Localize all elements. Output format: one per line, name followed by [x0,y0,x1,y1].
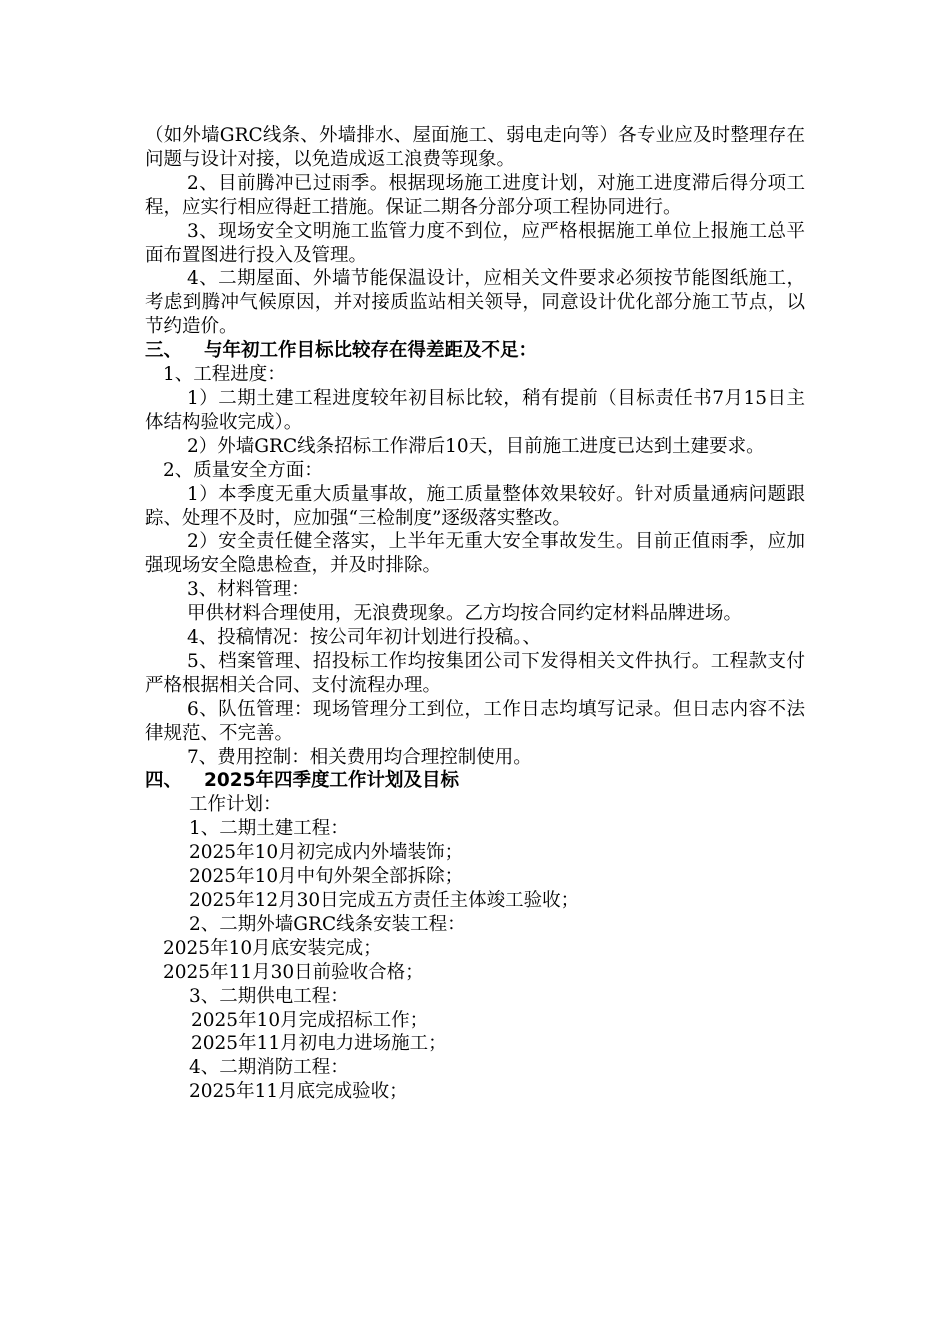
s4-power-heading: 3、二期供电工程： [189,985,349,1007]
s3-team: 6、队伍管理：现场管理分工到位，工作日志均填写记录。但日志内容不法律规范、不完善。 [145,698,805,744]
s4-civil-2: 2025年10月中旬外架全部拆除； [189,866,464,888]
paragraph-continued: （如外墙GRC线条、外墙排水、屋面施工、弱电走向等）各专业应及时整理存在问题与设计对接，以免造成返工浪费等现象。 [145,125,805,170]
s4-civil-heading: 1、二期土建工程： [189,818,349,840]
s3-material-text: 甲供材料合理使用，无浪费现象。乙方均按合同约定材料品牌进场。 [187,603,743,625]
section-3-number: 三、 [145,340,183,362]
s4-grc-1: 2025年10月底安装完成； [163,937,382,959]
section-4-number: 四、 [145,770,183,792]
s4-grc-2: 2025年11月30日前验收合格； [163,961,424,983]
section-3-title: 与年初工作目标比较存在得差距及不足： [204,340,538,362]
s3-quality-heading: 2、质量安全方面： [163,459,323,481]
document-body [145,124,805,1104]
s3-cost: 7、费用控制：相关费用均合理控制使用。 [187,746,532,768]
s4-grc-heading: 2、二期外墙GRC线条安装工程： [189,913,466,935]
s4-civil-1: 2025年10月初完成内外墙装饰； [189,842,464,864]
s4-fire-heading: 4、二期消防工程： [189,1057,349,1079]
s3-material-heading: 3、材料管理： [187,579,310,601]
s3-quality-1: 1）本季度无重大质量事故，施工质量整体效果较好。针对质量通病问题跟踪、处理不及时，应加强“三检制度”逐级落实整改。 [145,483,805,529]
s3-progress-heading: 1、工程进度： [163,364,286,386]
section-4-title: 2025年四季度工作计划及目标 [204,770,460,792]
s4-power-1: 2025年10月完成招标工作； [191,1009,429,1031]
s3-progress-2: 2）外墙GRC线条招标工作滞后10天，目前施工进度已达到土建要求。 [187,435,765,457]
section-4-heading [145,769,805,793]
s3-quality-2: 2）安全责任健全落实，上半年无重大安全事故发生。目前正值雨季，应加强现场安全隐患检查，并及时排除。 [145,531,805,577]
s3-progress-1: 1）二期土建工程进度较年初目标比较，稍有提前（目标责任书7月15日主体结构验收完成）。 [145,387,805,433]
section-3-heading [145,339,805,363]
s3-submission: 4、投稿情况：按公司年初计划进行投稿。、 [187,627,542,649]
paragraph-item-3: 3、现场安全文明施工监管力度不到位，应严格根据施工单位上报施工总平面布置图进行投入及管理。 [145,220,805,266]
s3-archives: 5、档案管理、招投标工作均按集团公司下发得相关文件执行。工程款支付严格根据相关合同、支付流程办理。 [145,650,805,696]
paragraph-item-4: 4、二期屋面、外墙节能保温设计，应相关文件要求必须按节能图纸施工，考虑到腾冲气候原因，并对接质监站相关领导，同意设计优化部分施工节点，以节约造价。 [145,268,805,338]
s4-fire-1: 2025年11月底完成验收； [189,1081,408,1103]
paragraph-item-2: 2、目前腾冲已过雨季。根据现场施工进度计划，对施工进度滞后得分项工程，应实行相应得赶工措施。保证二期各分部分项工程协同进行。 [145,172,805,218]
s4-civil-3: 2025年12月30日完成五方责任主体竣工验收； [189,890,580,911]
s4-power-2: 2025年11月初电力进场施工； [191,1033,447,1055]
s4-plan-label: 工作计划： [189,794,282,816]
